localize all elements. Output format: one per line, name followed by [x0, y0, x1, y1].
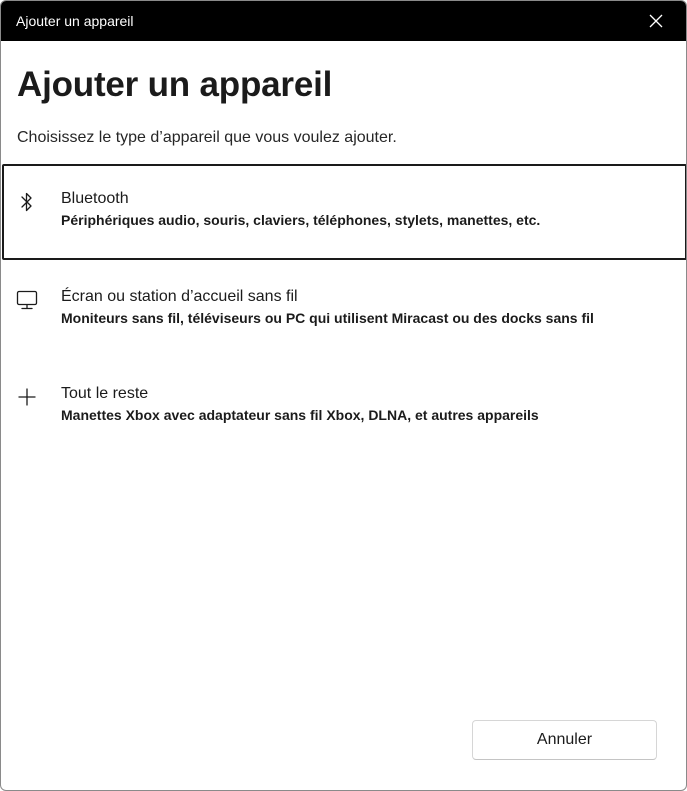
option-description: Moniteurs sans fil, téléviseurs ou PC qui utilisent Miracast ou des docks sans fil	[61, 310, 594, 326]
page-subtitle: Choisissez le type d’appareil que vous voulez ajouter.	[17, 129, 397, 146]
cancel-button[interactable]: Annuler	[472, 720, 657, 760]
page-title: Ajouter un appareil	[17, 65, 333, 104]
option-label: Tout le reste	[61, 385, 149, 402]
plus-icon	[15, 385, 39, 409]
option-label: Bluetooth	[61, 190, 129, 207]
monitor-icon	[15, 288, 39, 312]
option-bluetooth[interactable]	[2, 164, 687, 260]
option-description: Manettes Xbox avec adaptateur sans fil Xbox, DLNA, et autres appareils	[61, 407, 539, 423]
close-button[interactable]	[626, 1, 686, 41]
option-description: Périphériques audio, souris, claviers, téléphones, stylets, manettes, etc.	[61, 212, 541, 228]
title-bar	[1, 1, 686, 41]
bluetooth-icon	[15, 190, 39, 214]
option-everything-else[interactable]	[2, 359, 687, 455]
window-title: Ajouter un appareil	[16, 13, 134, 29]
option-label: Écran ou station d’accueil sans fil	[61, 288, 298, 305]
close-icon	[649, 14, 663, 28]
option-wireless-display[interactable]	[2, 262, 687, 358]
